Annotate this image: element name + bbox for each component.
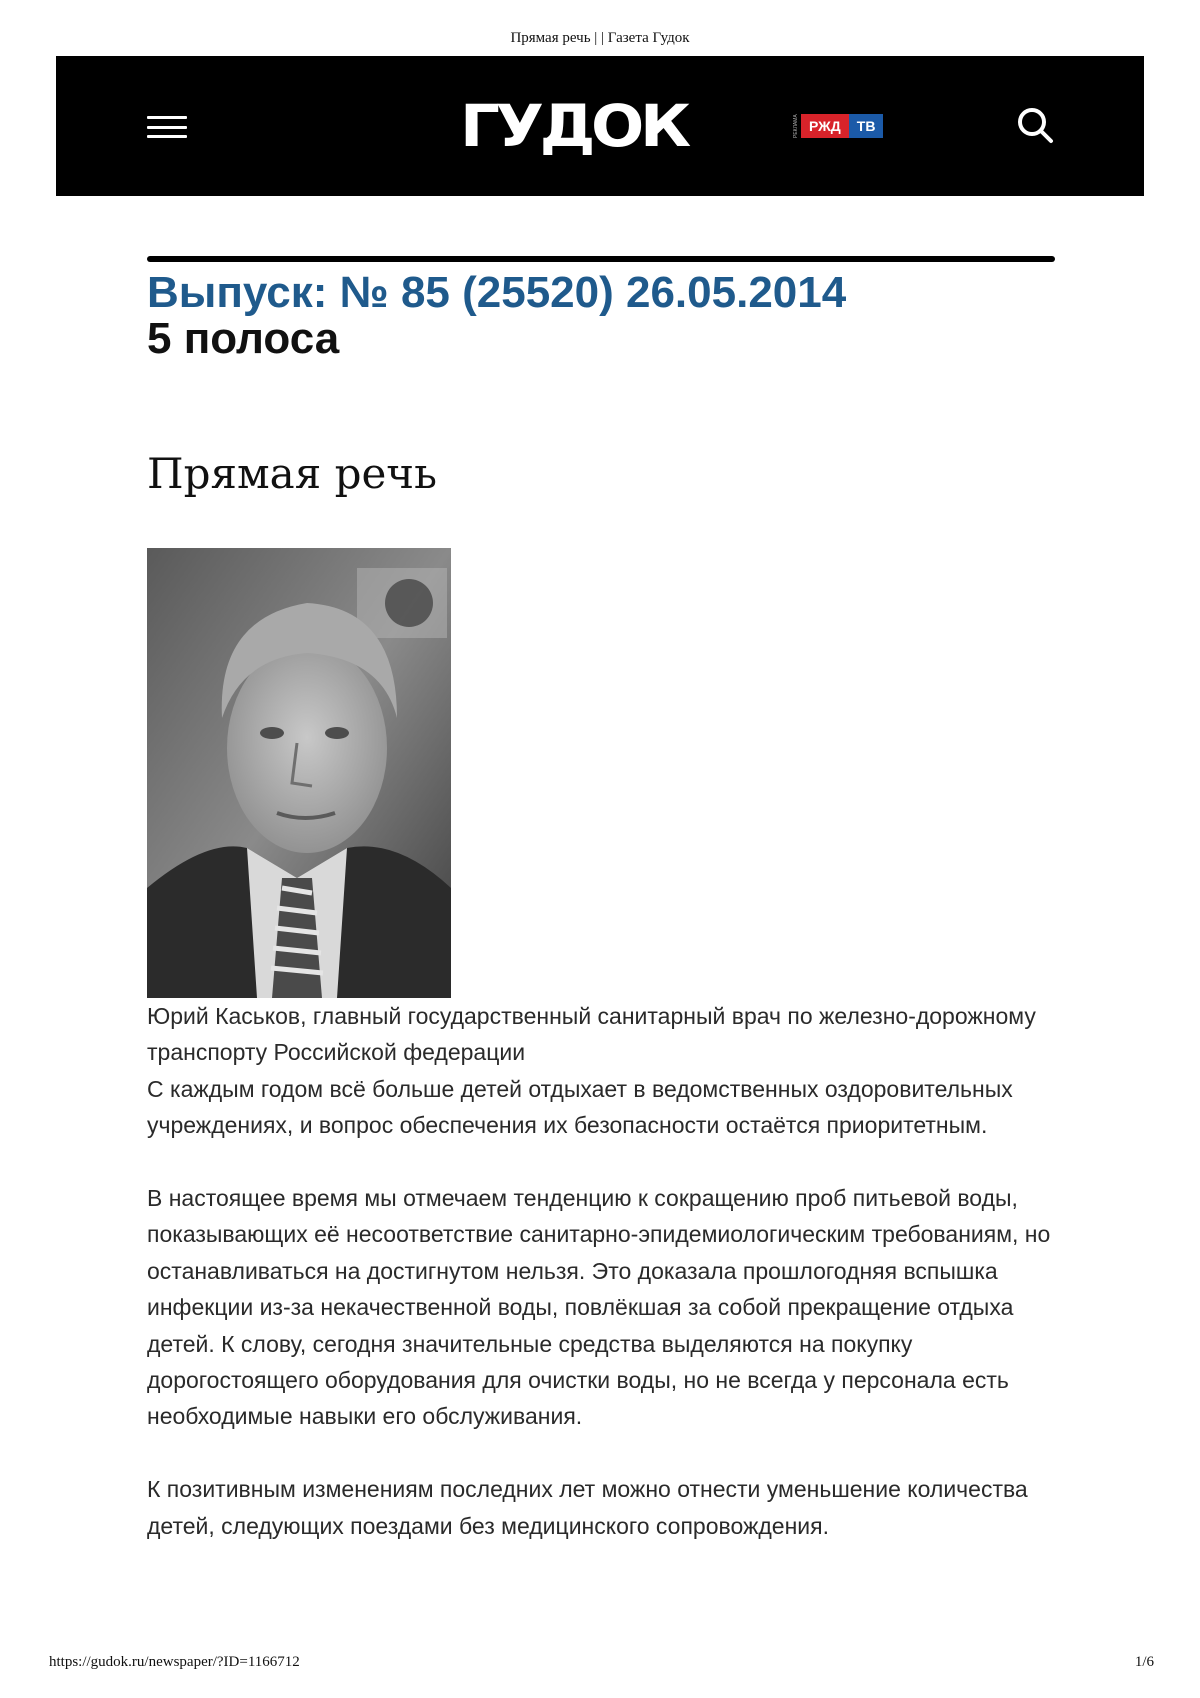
- menu-line: [147, 135, 187, 138]
- photo-caption: Юрий Каськов, главный государственный санитарный врач по железно-дорожному транспорту Российской федерации: [147, 1003, 1036, 1066]
- section-divider: [147, 256, 1055, 262]
- rzd-tv-link[interactable]: [793, 114, 883, 138]
- print-page-title: Прямая речь | | Газета Гудок: [510, 30, 690, 46]
- issue-heading: Выпуск: № 85 (25520) 26.05.2014: [147, 268, 847, 317]
- site-logo[interactable]: ГУДОК: [460, 92, 687, 160]
- article-title: Прямая речь: [147, 449, 437, 498]
- article-paragraph: В настоящее время мы отмечаем тенденцию к сокращению проб питьевой воды, показывающих её несоответствие санитарно-эпидемиологическим требованиям, но останавливаться на достигнутом нельзя. Это доказала прошлогодняя вспышка инфекции из-за некачественной воды, повлёкшая за собой прекращение отдыха детей. К слову, сегодня значительные средства выделяются на покупку дорогостоящего оборудования для очистки воды, но не всегда у персонала есть необходимые навыки его обслуживания.: [147, 1185, 1051, 1430]
- tv-label: ТВ: [849, 114, 884, 138]
- article-paragraph: К позитивным изменениям последних лет можно отнести уменьшение количества детей, следующих поездами без медицинского сопровождения.: [147, 1476, 1028, 1539]
- ad-label: РЕКЛАМА: [793, 114, 799, 138]
- menu-line: [147, 126, 187, 129]
- menu-line: [147, 116, 187, 119]
- site-header: [56, 56, 1144, 196]
- author-photo: [147, 548, 451, 998]
- search-icon[interactable]: [1016, 106, 1056, 146]
- rzd-label: РЖД: [801, 114, 849, 138]
- article-lead: С каждым годом всё больше детей отдыхает в ведомственных оздоровительных учреждениях, и вопрос обеспечения их безопасности остаётся приоритетным.: [147, 1075, 1013, 1139]
- hamburger-menu-icon[interactable]: [147, 116, 187, 138]
- print-footer-url: https://gudok.ru/newspaper/?ID=1166712: [49, 1654, 300, 1670]
- page-number-heading: 5 полоса: [147, 314, 340, 363]
- article-body: [147, 998, 1077, 1544]
- print-footer-page: 1/6: [1134, 1654, 1154, 1670]
